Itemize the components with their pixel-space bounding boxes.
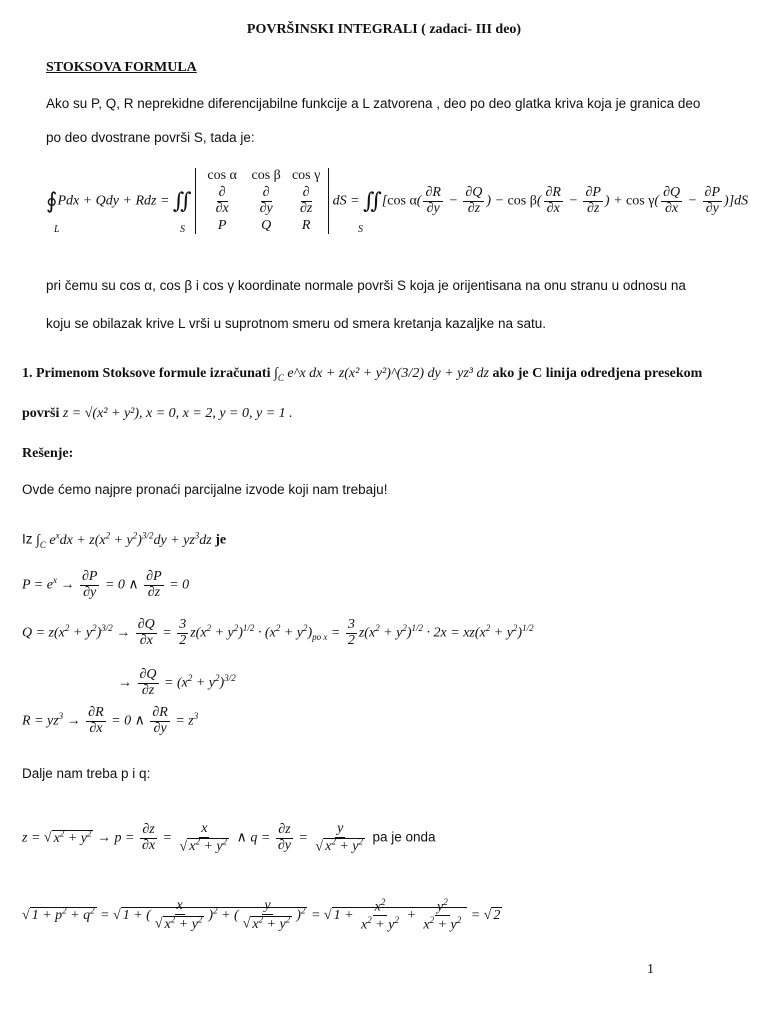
stokes-determinant: cos α cos β cos γ $\frac{\partial}{\partial x}$ $\frac{\partial}{\partial y}$ $\frac{\partial}{\partial z}$ P Q R [195, 168, 329, 234]
problem-surfaces: z = √(x² + y²), x = 0, x = 2, y = 0, y = 1 . [62, 406, 293, 421]
eq-p: $P = e^x$ → $\frac{\partial P}{\partial y}$ = 0 ∧ $\frac{\partial P}{\partial z}$ = 0 [22, 569, 190, 600]
normal-line-1: pri čemu su cos α, cos β i cos γ koordinate normale površi S koja je orijentisana na onu stranu u odnosu na [46, 278, 686, 293]
eq-q: $Q = z(x^2 + y^2)^{3/2}$ → $\frac{\partial Q}{\partial x}$ = $\frac{3}{2}$ $z(x^2 + y^2)^{1/2} \cdot (x^2 + y^2)_{po x}$ = $\frac{3}{2}$ $z(x^2 + y^2)^{1/2} \cdot 2x = xz(x^2 + y^2)^{1/2}$ [22, 617, 534, 648]
page-title: POVRŠINSKI INTEGRALI ( zadaci- III deo) [246, 22, 522, 37]
problem-line-2 [22, 406, 293, 422]
intro-line-1: Ako su P, Q, R neprekidne diferencijabilne funkcije a L zatvorena , deo po deo glatka kriva koja je granica deo [46, 96, 701, 111]
problem-statement [22, 366, 702, 383]
page-number: 1 [647, 962, 654, 977]
next-line: Dalje nam treba p i q: [22, 766, 151, 781]
solution-intro: Ovde ćemo najpre pronaći parcijalne izvode koji nam trebaju! [22, 482, 388, 497]
problem-integral: $\int_C$ e^x dx + z(x² + y²)^(3/2) dy + yz³ dz [273, 366, 489, 383]
eq-sqrt: √ $1 + p^2 + q^2$ = √ 1 + ( $\frac{x}{√ x^2 + y^2}$ )$^2$ + ( $\frac{y}{√ x^2 + y^2}$ )$^2$ = √ 1 + $\frac{x^2}{x^2 + y^2}$ + $\frac{y^2}{x^2 + y^2}$ = √ 2 [22, 897, 501, 933]
iz-prefix: Iz [22, 531, 33, 547]
paje-onda: pa je onda [372, 829, 436, 845]
eq-q-z: → $\frac{\partial Q}{\partial z}$ = $(x^2 + y^2)^{3/2}$ [118, 667, 236, 698]
section-heading: STOKSOVA FORMULA [46, 60, 197, 75]
iz-line: Iz $\int_C$ $e^xdx + z(x^2 + y^2)^{3/2}dy + yz^3dz$ je [22, 530, 227, 550]
intro-line-2: po deo dvostrane površi S, tada je: [46, 130, 255, 145]
iz-suffix: je [215, 532, 227, 548]
problem-line2-prefix: površi [22, 406, 60, 421]
problem-middle: ako je C linija odredjena presekom [492, 366, 703, 381]
solution-label: Rešenje: [22, 446, 74, 461]
stokes-formula: ∮Pdx + Qdy + Rdz = ∬ cos α cos β cos γ $\frac{\partial}{\partial x}$ $\frac{\partial}{\partial y}$ $\frac{\partial}{\partial z}$ P Q R dS = ∬[cos α( $\frac{\partial R}{\partial y}$ − $\frac{\partial Q}{\partial z}$ ) − cos β( $\frac{\partial R}{\partial x}$ − $\frac{\partial P}{\partial z}$ ) + cos γ( $\frac{\partial Q}{\partial x}$ − $\frac{\partial P}{\partial y}$ )]dS L S S [46, 168, 749, 235]
eq-r: $R = yz^3$ → $\frac{\partial R}{\partial x}$ = 0 ∧ $\frac{\partial R}{\partial y}$ = $z^3$ [22, 705, 199, 736]
problem-prefix: 1. Primenom Stoksove formule izračunati [22, 366, 271, 381]
normal-line-2: koju se obilazak krive L vrši u suprotnom smeru od smera kretanja kazaljke na satu. [46, 316, 546, 331]
eq-pq: z = √ $x^2 + y^2 \to p$ = $\frac{\partial z}{\partial x}$ = $\frac{x}{√ x^2 + y^2}$ ∧ q = $\frac{\partial z}{\partial y}$ = $\frac{y}{√ x^2 + y^2}$ pa je onda [22, 821, 436, 855]
